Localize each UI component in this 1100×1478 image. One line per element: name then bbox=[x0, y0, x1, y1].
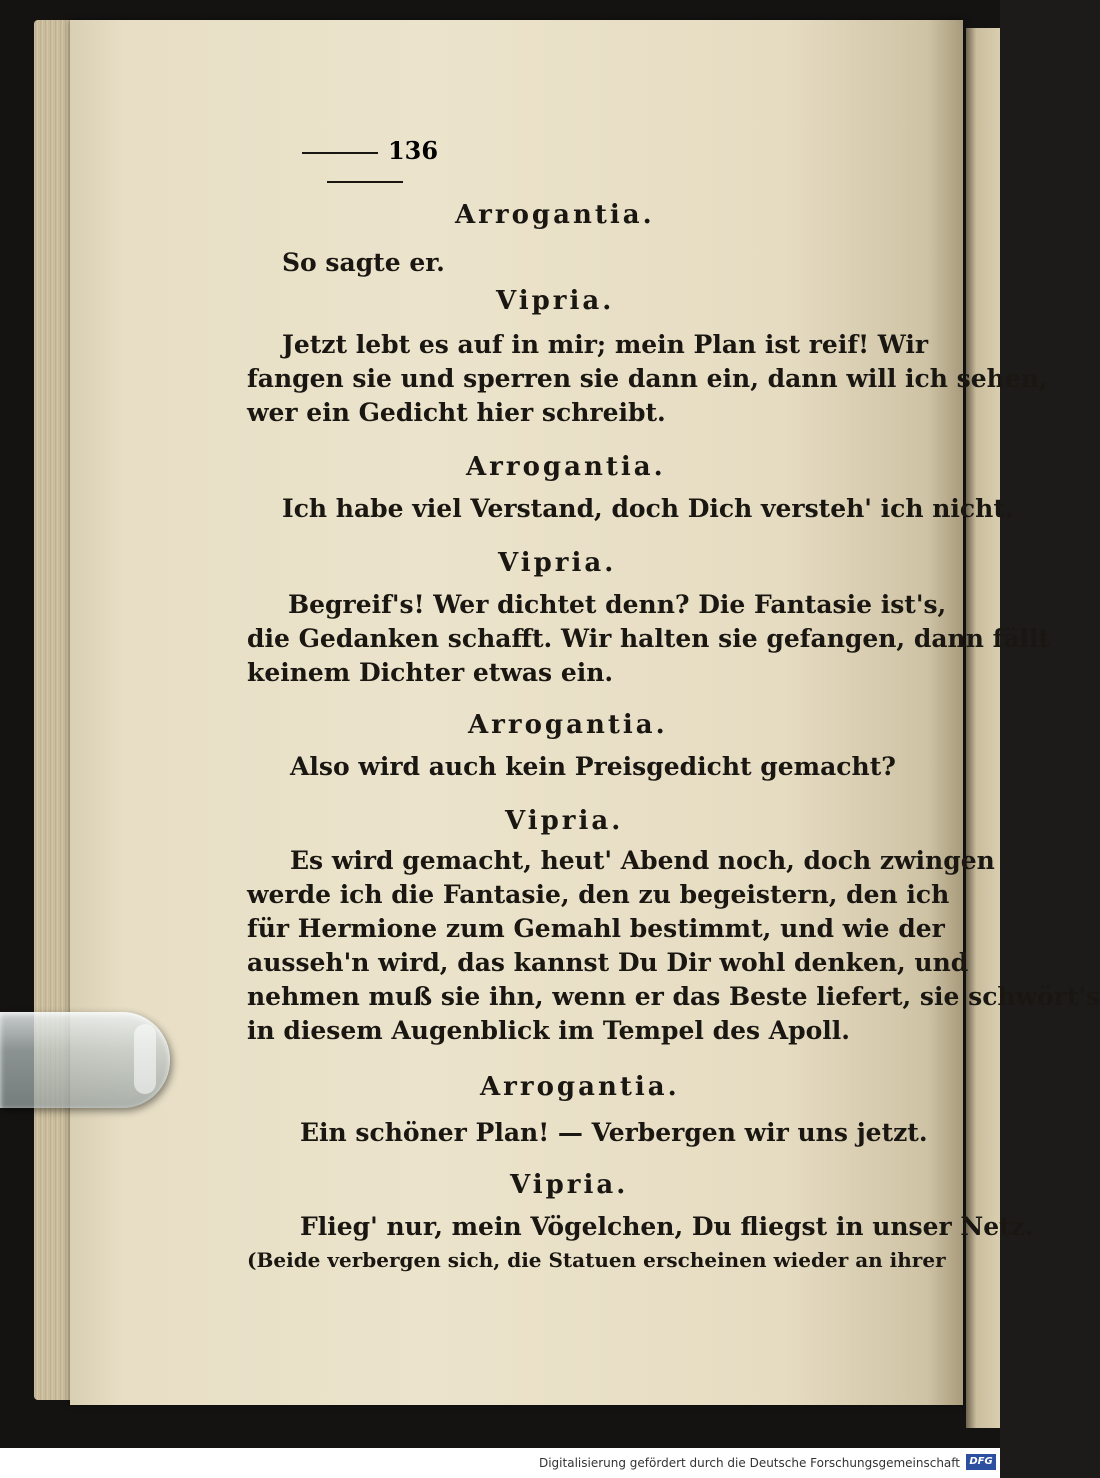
dialogue-line: für Hermione zum Gemahl bestimmt, und wie der bbox=[247, 914, 945, 943]
dialogue-line: Ein schöner Plan! — Verbergen wir uns jetzt. bbox=[300, 1118, 928, 1147]
page-holder-clip bbox=[0, 1012, 170, 1108]
dialogue-line: wer ein Gedicht hier schreibt. bbox=[247, 398, 666, 427]
dialogue-line: Ich habe viel Verstand, doch Dich versteh' ich nicht. bbox=[282, 494, 1014, 523]
speaker-name: Vipria. bbox=[496, 286, 615, 316]
dialogue-line: keinem Dichter etwas ein. bbox=[247, 658, 614, 687]
dialogue-line: fangen sie und sperren sie dann ein, dann will ich sehen, bbox=[247, 364, 1048, 393]
dfg-logo: DFG bbox=[966, 1454, 996, 1470]
speaker-name: Arrogantia. bbox=[468, 710, 668, 740]
speaker-name: Arrogantia. bbox=[480, 1072, 680, 1102]
dialogue-line: nehmen muß sie ihn, wenn er das Beste liefert, sie schwört's bbox=[247, 982, 1100, 1011]
dialogue-line: in diesem Augenblick im Tempel des Apoll. bbox=[247, 1016, 851, 1045]
dialogue-line: Jetzt lebt es auf in mir; mein Plan ist reif! Wir bbox=[282, 330, 929, 359]
speaker-name: Vipria. bbox=[498, 548, 617, 578]
stage-direction: (Beide verbergen sich, die Statuen erscheinen wieder an ihrer bbox=[247, 1248, 946, 1272]
dialogue-line: werde ich die Fantasie, den zu begeistern, den ich bbox=[247, 880, 950, 909]
header-rule-right bbox=[327, 181, 403, 183]
dialogue-line: Begreif's! Wer dichtet denn? Die Fantasie ist's, bbox=[288, 590, 947, 619]
footer-bar bbox=[0, 1448, 1000, 1478]
header-rule-left bbox=[302, 152, 378, 154]
dialogue-line: Also wird auch kein Preisgedicht gemacht? bbox=[290, 752, 896, 781]
footer-credit: Digitalisierung gefördert durch die Deutsche Forschungsgemeinschaft bbox=[538, 1456, 960, 1470]
speaker-name: Vipria. bbox=[510, 1170, 629, 1200]
dialogue-line: ausseh'n wird, das kannst Du Dir wohl denken, und bbox=[247, 948, 969, 977]
page-number: 136 bbox=[387, 136, 439, 165]
page-header bbox=[250, 136, 480, 194]
speaker-name: Arrogantia. bbox=[455, 200, 655, 230]
page-edges bbox=[34, 20, 74, 1400]
dialogue-line: Flieg' nur, mein Vögelchen, Du fliegst in unser Netz. bbox=[300, 1212, 1034, 1241]
dialogue-line: die Gedanken schafft. Wir halten sie gefangen, dann fällt bbox=[247, 624, 1051, 653]
dialogue-line: Es wird gemacht, heut' Abend noch, doch zwingen bbox=[290, 846, 995, 875]
speaker-name: Vipria. bbox=[505, 806, 624, 836]
speaker-name: Arrogantia. bbox=[466, 452, 666, 482]
dialogue-line: So sagte er. bbox=[282, 248, 445, 277]
